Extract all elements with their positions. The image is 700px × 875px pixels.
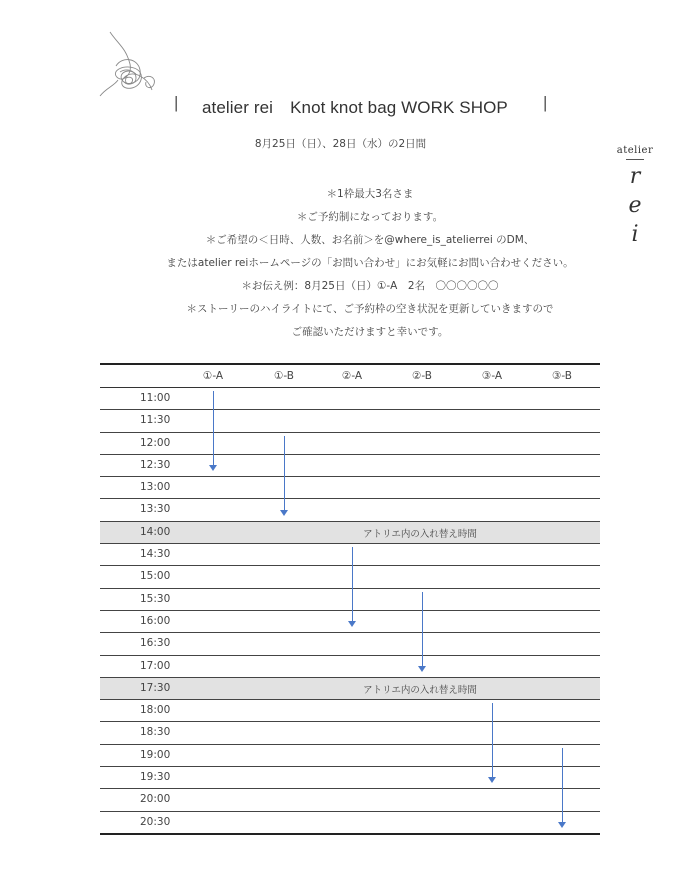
time-label: 12:00 [140,436,171,449]
arrow-shaft [284,436,285,511]
time-row [100,433,600,455]
note-line: またはatelier reiホームページの「お問い合わせ」にお気軽にお問い合わせください。 [166,257,574,269]
time-label: 16:00 [140,614,171,627]
time-label: 12:30 [140,458,171,471]
event-dates: 8月25日（日）、28日（水）の2日間 [254,138,427,150]
brand-letter: r [629,164,641,189]
session-arrow [488,703,496,783]
time-row [100,633,600,655]
time-label: 17:30 [140,681,171,694]
knot-logo-icon [96,26,160,102]
note-line: ＊ご希望の＜日時、人数、お名前＞を@where_is_atelierrei のDM、 [205,234,535,246]
column-header: ②-B [411,370,433,382]
arrow-shaft [492,703,493,778]
time-row [100,722,600,744]
time-label: 15:00 [140,570,171,583]
time-label: 19:00 [140,748,171,761]
arrow-shaft [562,748,563,823]
title-divider-right: | [543,93,548,112]
arrow-head-icon [348,621,356,627]
arrow-head-icon [280,510,288,516]
time-row [100,812,600,835]
arrow-shaft [352,547,353,622]
time-row [100,789,600,811]
note-line: ＊1枠最大3名さま [326,188,414,200]
schedule-table [100,363,600,835]
time-label: 11:30 [140,414,171,427]
time-row [100,656,600,678]
brand-letter: e [628,193,642,218]
session-arrow [209,391,217,471]
time-label: 14:30 [140,548,171,561]
break-label: アトリエ内の入れ替え時間 [363,528,477,540]
arrow-head-icon [209,465,217,471]
break-row [100,678,600,700]
column-header: ①-A [202,370,224,382]
time-label: 14:00 [140,525,171,538]
column-header: ②-A [341,370,363,382]
break-row [100,522,600,544]
arrow-head-icon [488,777,496,783]
time-label: 19:30 [140,771,171,784]
break-label: アトリエ内の入れ替え時間 [363,684,477,696]
arrow-head-icon [558,822,566,828]
brand-rule [626,159,644,160]
session-arrow [280,436,288,516]
time-row [100,745,600,767]
arrow-shaft [422,592,423,667]
time-label: 11:00 [140,392,171,404]
time-label: 18:30 [140,726,171,739]
column-header: ③-B [551,370,573,382]
page-header [0,93,700,115]
arrow-head-icon [418,666,426,672]
time-label: 13:00 [140,481,171,494]
time-label: 15:30 [140,592,171,605]
time-row [100,767,600,789]
column-header: ①-B [273,370,295,382]
time-row [100,455,600,477]
session-arrow [418,592,426,672]
table-header-row [100,365,600,388]
brand-letter: i [631,222,639,247]
time-label: 16:30 [140,637,171,650]
time-row [100,410,600,432]
brand-small-text: atelier [616,145,654,156]
brand-logo [612,145,658,249]
time-row [100,388,600,410]
note-line: ご確認いただけますと幸いです。 [291,326,449,338]
arrow-shaft [213,391,214,466]
note-line: ＊ストーリーのハイライトにて、ご予約枠の空き状況を更新していきますので [186,303,554,315]
time-label: 17:00 [140,659,171,672]
time-row [100,700,600,722]
session-arrow [558,748,566,828]
column-header: ③-A [481,370,503,382]
time-label: 18:00 [140,704,171,717]
session-arrow [348,547,356,627]
time-label: 13:30 [140,503,171,516]
time-label: 20:00 [140,793,171,806]
title-divider-left: | [174,93,179,112]
time-row [100,477,600,499]
page-title: atelier rei Knot knot bag WORK SHOP [202,98,508,117]
time-label: 20:30 [140,815,171,828]
time-row [100,499,600,521]
note-line: ＊お伝え例：8月25日（日）①-A 2名 〇〇〇〇〇〇 [241,280,499,292]
notes-block [0,186,700,347]
note-line: ＊ご予約制になっております。 [296,211,444,223]
